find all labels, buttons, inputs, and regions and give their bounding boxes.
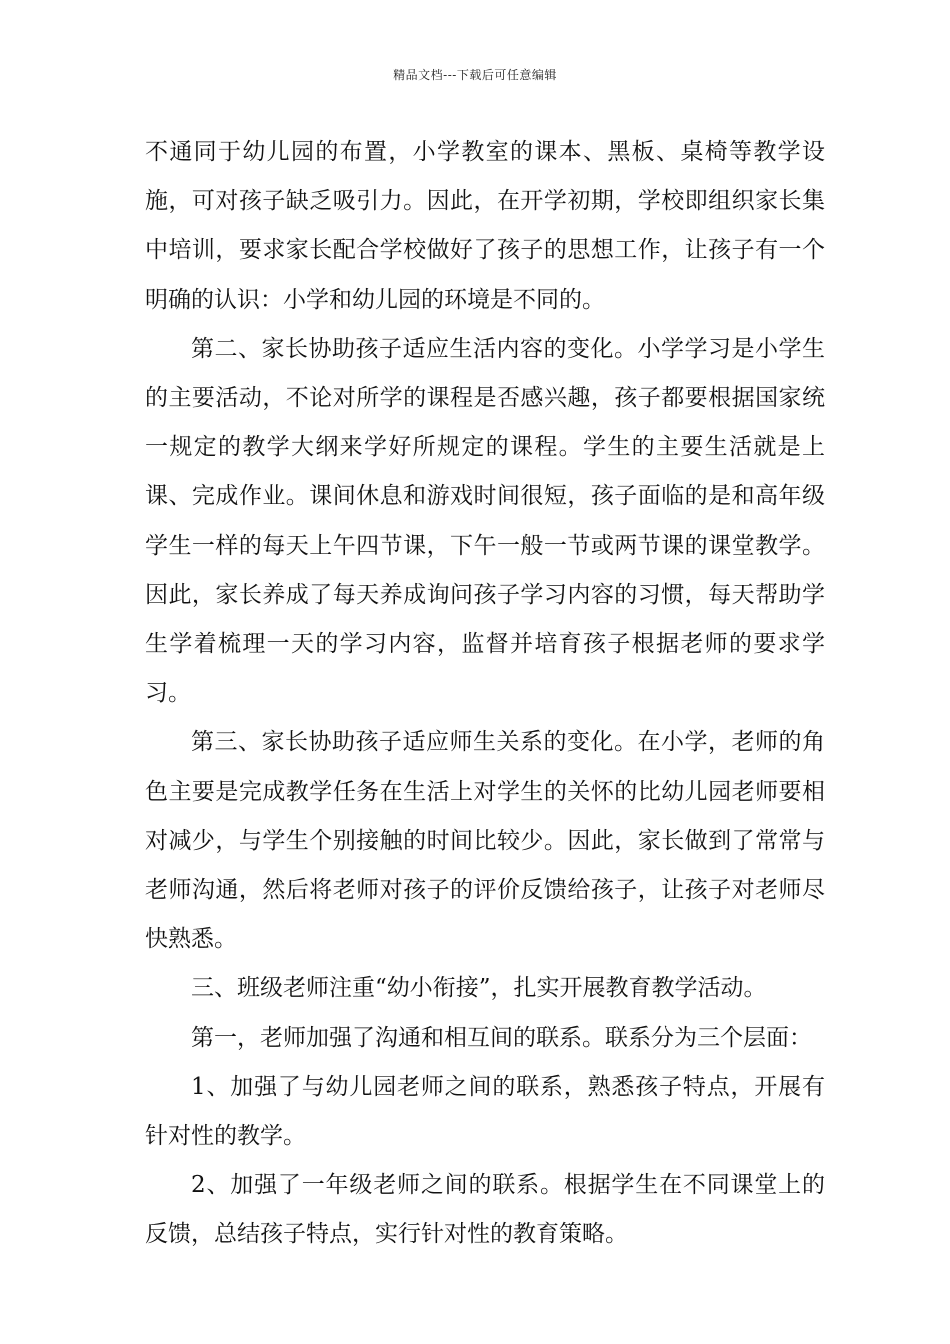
paragraph-3: 第三、家长协助孩子适应师生关系的变化。在小学，老师的角色主要是完成教学任务在生活上对学生的关怀的比幼儿园老师要相对减少，与学生个别接触的时间比较少。因此，家长做到了常常与老师沟通，然后将老师对孩子的评价反馈给孩子，让孩子对老师尽快熟悉。 (145, 729, 825, 953)
page-header: 精品文档---下载后可任意编辑 (393, 68, 557, 82)
list-item-2: 2、加强了一年级老师之间的联系。根据学生在不同课堂上的反馈，总结孩子特点，实行针对性的教育策略。 (145, 1172, 825, 1248)
paragraph-1: 不通同于幼儿园的布置，小学教室的课本、黑板、桌椅等教学设施，可对孩子缺乏吸引力。因此，在开学初期，学校即组织家长集中培训，要求家长配合学校做好了孩子的思想工作，让孩子有一个明确的认识：小学和幼儿园的环境是不同的。 (145, 139, 825, 313)
list-item-1: 1、加强了与幼儿园老师之间的联系，熟悉孩子特点，开展有针对性的教学。 (145, 1073, 825, 1150)
paragraph-2: 第二、家长协助孩子适应生活内容的变化。小学学习是小学生的主要活动，不论对所学的课程是否感兴趣，孩子都要根据国家统一规定的教学大纲来学好所规定的课程。学生的主要生活就是上课、完成作业。课间休息和游戏时间很短，孩子面临的是和高年级学生一样的每天上午四节课，下午一般一节或两节课的课堂教学。因此，家长养成了每天养成询问孩子学习内容的习惯，每天帮助学生学着梳理一天的学习内容，监督并培育孩子根据老师的要求学习。 (145, 335, 825, 707)
section-heading-3: 三、班级老师注重“幼小衔接”，扎实开展教育教学活动。 (191, 975, 767, 1002)
document-body (145, 128, 825, 1260)
paragraph-4: 第一，老师加强了沟通和相互间的联系。联系分为三个层面： (191, 1024, 812, 1051)
